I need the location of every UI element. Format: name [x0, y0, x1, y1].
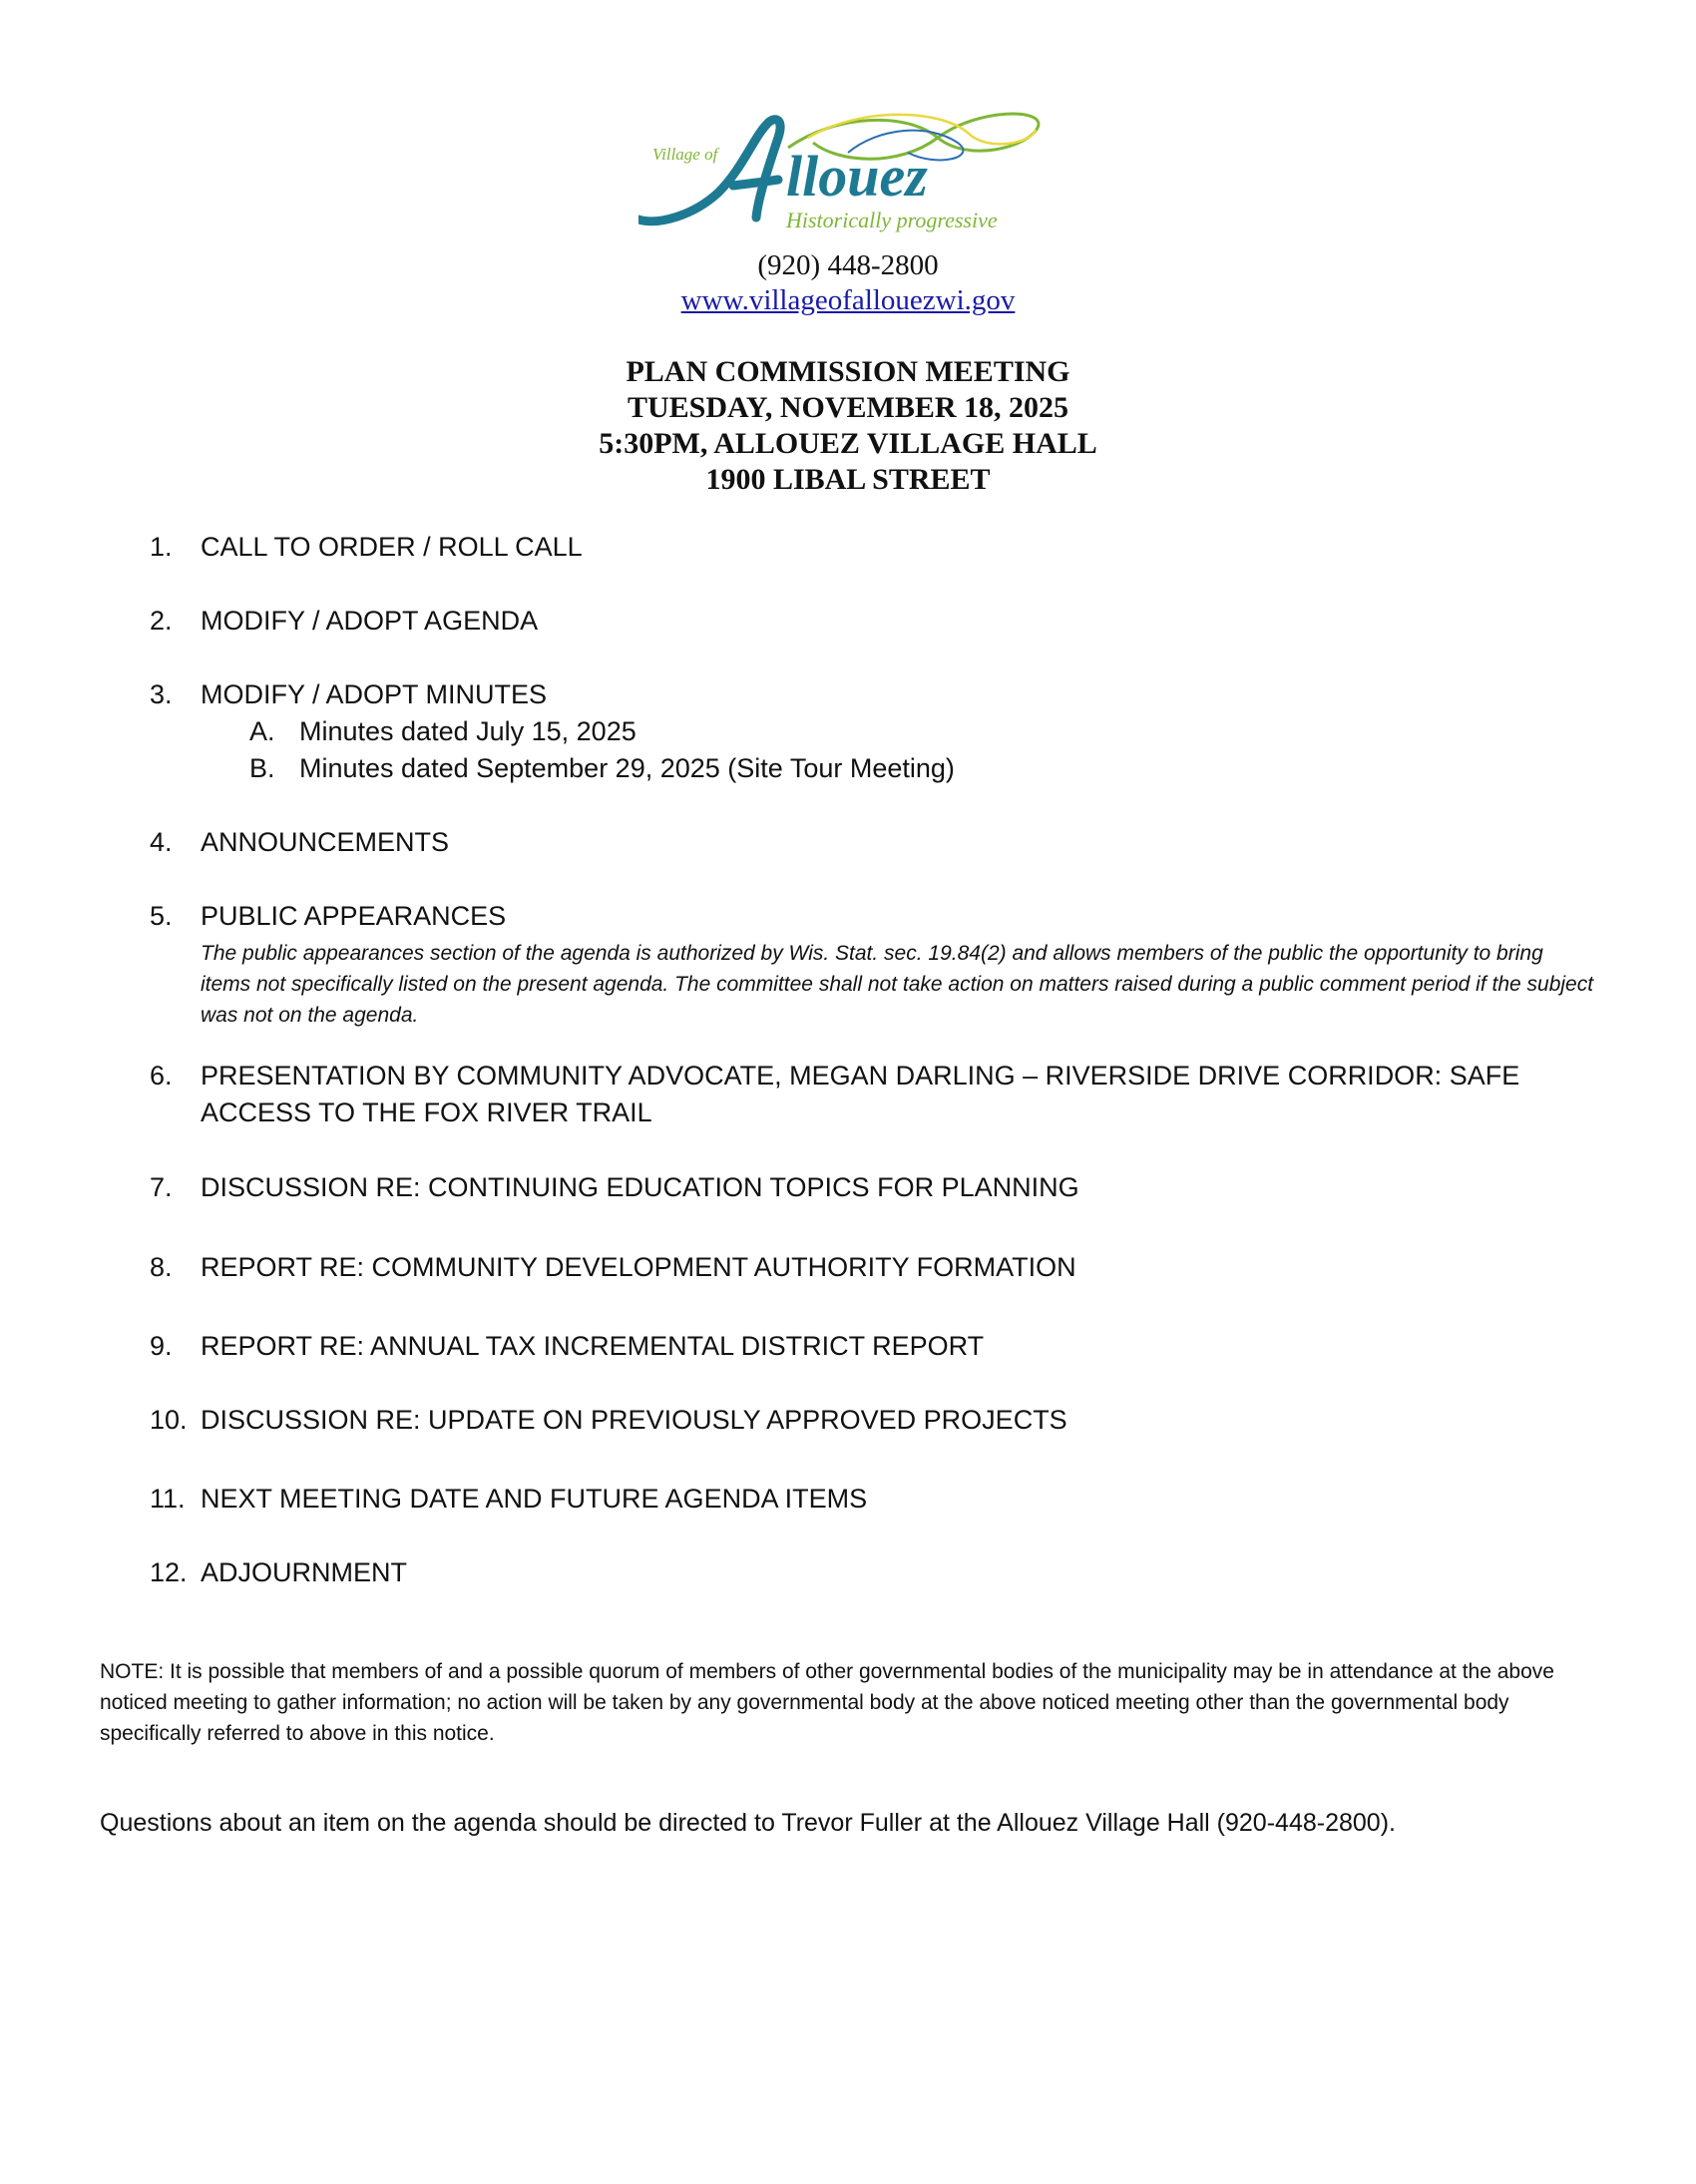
website-link[interactable]: www.villageofallouezwi.gov	[680, 284, 1016, 316]
subitem-text: Minutes dated September 29, 2025 (Site Tour Meeting)	[299, 753, 955, 783]
meeting-name: PLAN COMMISSION MEETING	[626, 355, 1070, 388]
agenda-item-text: REPORT RE: ANNUAL TAX INCREMENTAL DISTRICT REPORT	[201, 1331, 985, 1361]
agenda-item-text: ADJOURNMENT	[201, 1557, 407, 1587]
subitem-letter: B.	[249, 753, 275, 783]
agenda-item-text: CALL TO ORDER / ROLL CALL	[201, 532, 583, 562]
village-logo	[638, 108, 1058, 242]
agenda-item-number: 2.	[150, 606, 173, 636]
agenda-item-number: 11.	[150, 1484, 186, 1514]
footer-note: NOTE: It is possible that members of and a possible quorum of members of other governmental bodies of the municipality may be in attendance at the above noticed meeting to gather information; no action will be taken by any governmental body at the above noticed meeting other than the governmental body specifically referred to above in this notice.	[100, 1660, 1554, 1745]
agenda-item-text: DISCUSSION RE: UPDATE ON PREVIOUSLY APPROVED PROJECTS	[201, 1405, 1067, 1435]
phone-number: (920) 448-2800	[757, 249, 939, 281]
meeting-address: 1900 LIBAL STREET	[705, 463, 991, 496]
agenda-item-text: MODIFY / ADOPT MINUTES	[201, 679, 548, 709]
logo-letter-a	[638, 120, 780, 221]
agenda-item-number: 4.	[150, 827, 173, 857]
agenda-item-text: PRESENTATION BY COMMUNITY ADVOCATE, MEGAN DARLING – RIVERSIDE DRIVE CORRIDOR: SAFE ACCESS TO THE FOX RIVER TRAIL	[201, 1061, 1520, 1127]
meeting-title	[0, 354, 1696, 498]
agenda-item-number: 7.	[150, 1172, 173, 1202]
agenda-item-number: 1.	[150, 532, 173, 562]
agenda-item-number: 5.	[150, 901, 173, 931]
questions-contact: Questions about an item on the agenda should be directed to Trevor Fuller at the Allouez Village Hall (920-448-2800).	[100, 1809, 1396, 1837]
agenda-item-text: DISCUSSION RE: CONTINUING EDUCATION TOPICS FOR PLANNING	[201, 1172, 1079, 1202]
agenda-item-number: 9.	[150, 1331, 173, 1361]
agenda-item-text: REPORT RE: COMMUNITY DEVELOPMENT AUTHORITY FORMATION	[201, 1252, 1076, 1282]
agenda-item-number: 10.	[150, 1405, 188, 1435]
agenda-item-number: 8.	[150, 1252, 173, 1282]
agenda-item-number: 6.	[150, 1061, 173, 1091]
agenda-item-text: ANNOUNCEMENTS	[201, 827, 450, 857]
agenda-item-text: NEXT MEETING DATE AND FUTURE AGENDA ITEMS	[201, 1484, 868, 1514]
logo-prefix: Village of	[652, 145, 718, 164]
subitem-text: Minutes dated July 15, 2025	[299, 716, 636, 746]
website	[0, 284, 1696, 317]
agenda-item-text: MODIFY / ADOPT AGENDA	[201, 606, 539, 636]
agenda-item-text: PUBLIC APPEARANCES	[201, 901, 507, 931]
agenda-item-number: 12.	[150, 1557, 188, 1587]
agenda-item-number: 3.	[150, 679, 173, 709]
public-appearances-note: The public appearances section of the agenda is authorized by Wis. Stat. sec. 19.84(2) and allows members of the public the opportunity to bring items not specifically listed on the present agenda. The committee shall not take action on matters raised during a public comment period if the subject was not on the agenda.	[201, 942, 1594, 1027]
logo-name: llouez	[786, 144, 928, 209]
logo-tagline: Historically progressive	[786, 208, 998, 232]
meeting-date: TUESDAY, NOVEMBER 18, 2025	[627, 391, 1069, 424]
meeting-time-location: 5:30PM, ALLOUEZ VILLAGE HALL	[599, 427, 1097, 460]
subitem-letter: A.	[249, 716, 275, 746]
